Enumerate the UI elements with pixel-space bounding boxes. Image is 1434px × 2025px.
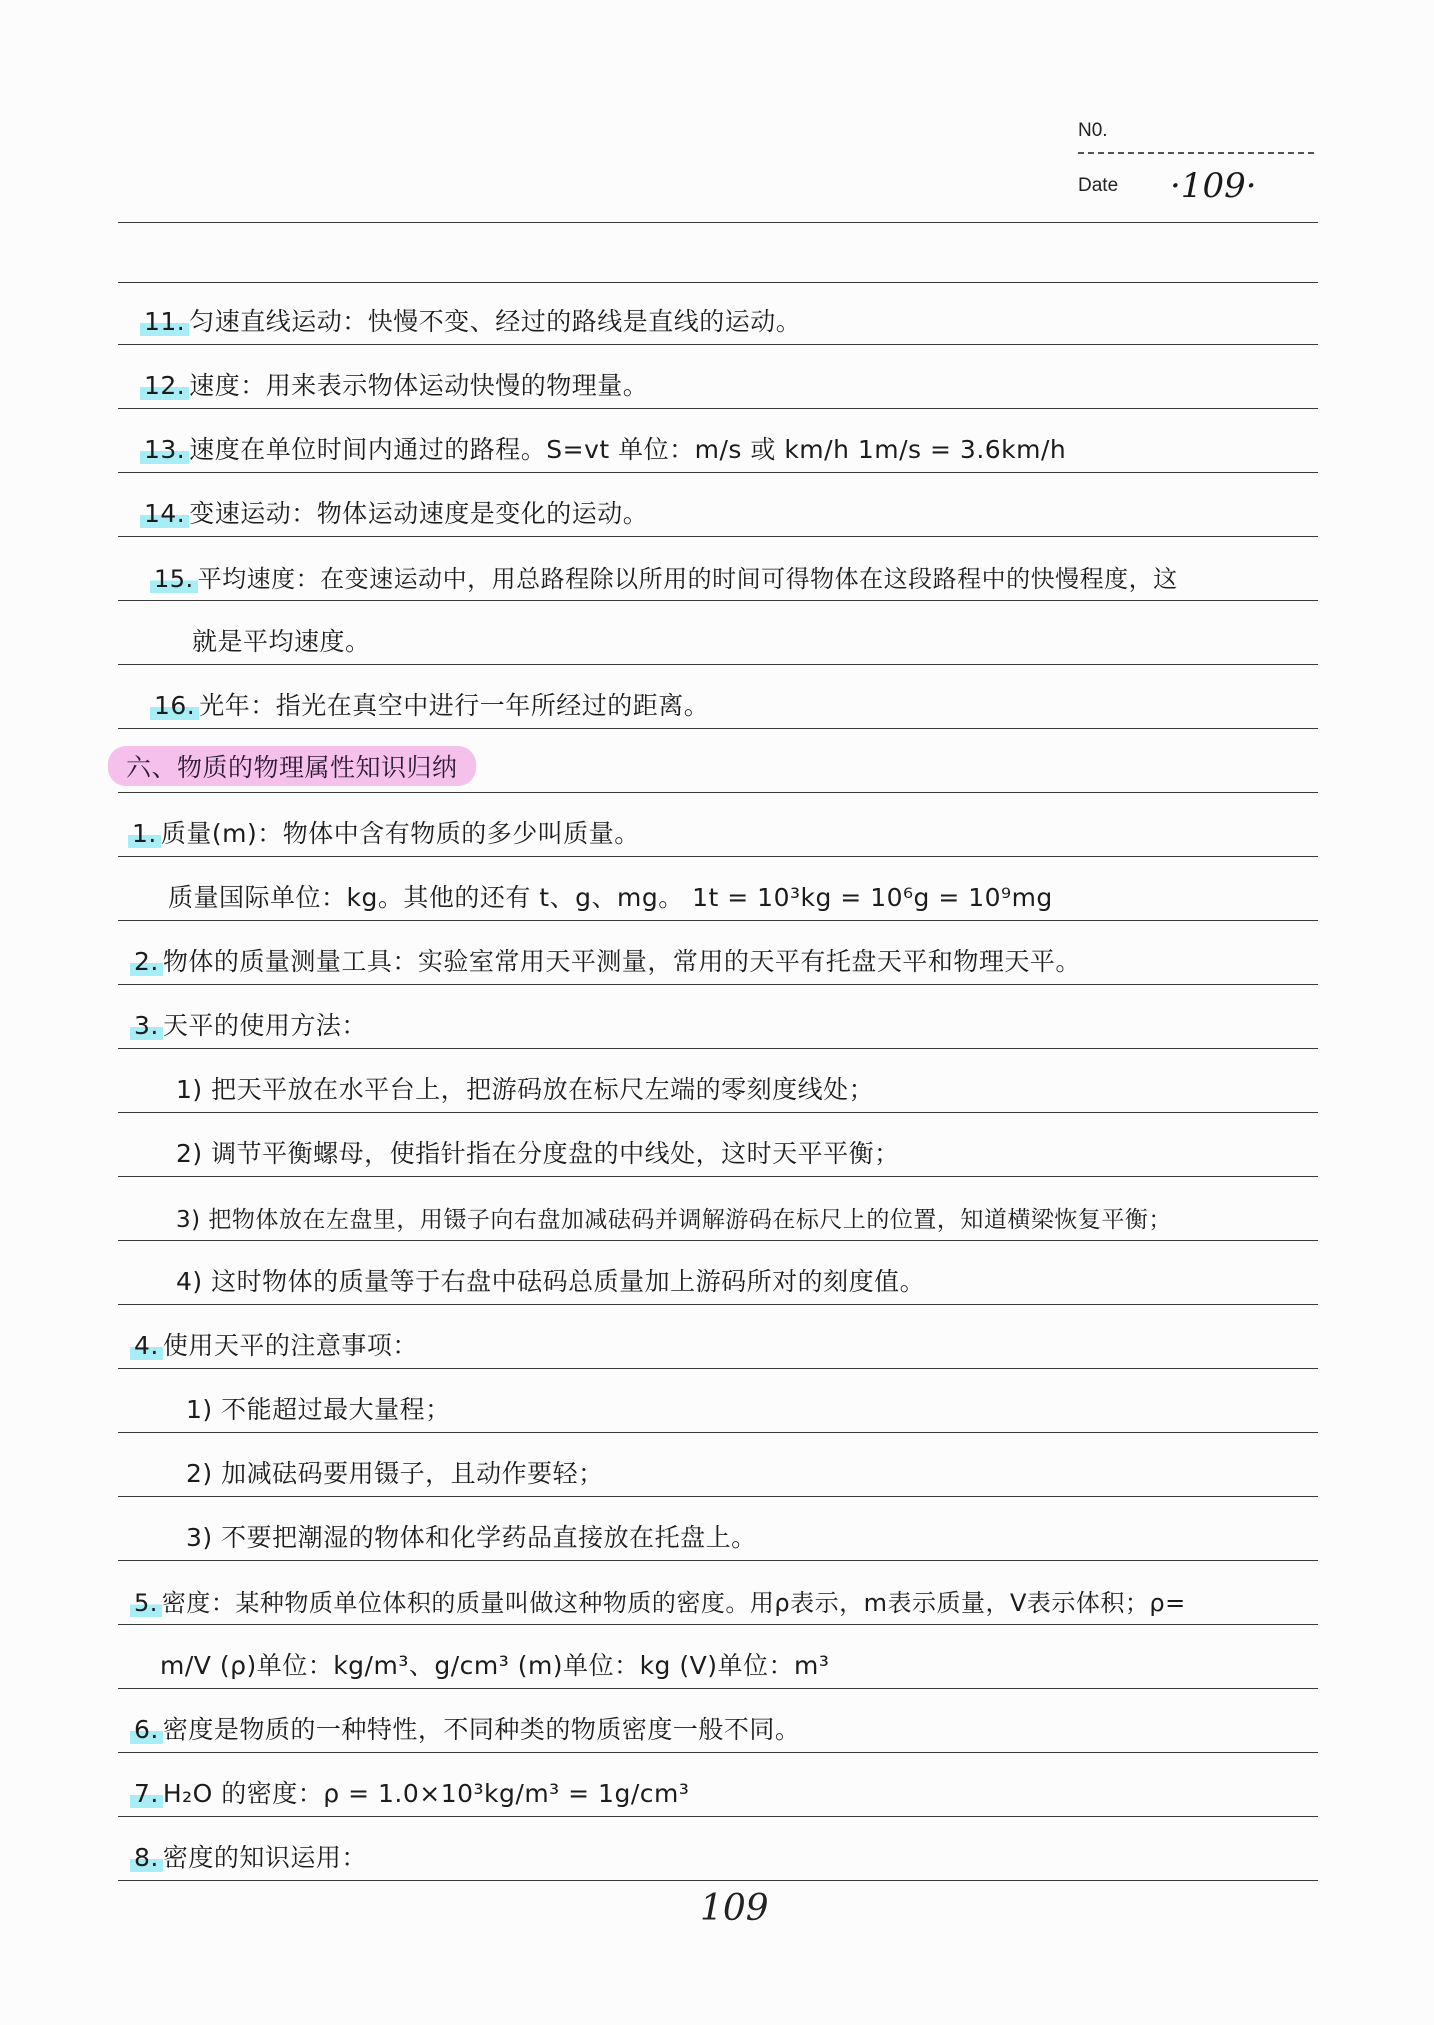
item-number: 1. (128, 819, 161, 848)
note-line (0, 1004, 1434, 1048)
note-line (0, 1708, 1434, 1752)
ruled-line (118, 408, 1318, 409)
item-number: 2. (130, 947, 163, 976)
ruled-line (118, 1560, 1318, 1561)
ruled-line (118, 1176, 1318, 1177)
date-label: Date (1078, 175, 1119, 196)
note-text: 密度：某种物质单位体积的质量叫做这种物质的密度。用ρ表示，m表示质量，V表示体积；ρ= (161, 1589, 1186, 1617)
note-line (0, 1324, 1434, 1368)
item-number: 11. (140, 307, 189, 336)
note-text: 就是平均速度。 (192, 627, 371, 656)
note-text: 2) 加减砝码要用镊子，且动作要轻； (186, 1459, 604, 1488)
note-line (0, 940, 1434, 984)
note-line (0, 812, 1434, 856)
note-text: 1) 把天平放在水平台上，把游码放在标尺左端的零刻度线处； (176, 1075, 875, 1104)
ruled-line (118, 472, 1318, 473)
note-line (0, 1580, 1434, 1624)
number-dashed-line (1078, 152, 1314, 154)
note-line (0, 364, 1434, 408)
section-heading: 六、物质的物理属性知识归纳 (108, 746, 476, 786)
item-number: 14. (140, 499, 189, 528)
ruled-line (118, 1880, 1318, 1881)
note-line (0, 1196, 1434, 1240)
ruled-line (118, 792, 1318, 793)
ruled-line (118, 664, 1318, 665)
note-line (0, 748, 1434, 792)
note-text: 使用天平的注意事项： (162, 1331, 418, 1360)
ruled-line (118, 536, 1318, 537)
note-text: 4) 这时物体的质量等于右盘中砝码总质量加上游码所对的刻度值。 (176, 1267, 926, 1296)
item-number: 16. (150, 691, 199, 720)
note-text: m/V (ρ)单位：kg/m³、g/cm³ (m)单位：kg (V)单位：m³ (160, 1651, 830, 1680)
item-number: 13. (140, 435, 189, 464)
note-text: 3) 不要把潮湿的物体和化学药品直接放在托盘上。 (186, 1523, 757, 1552)
number-label: N0. (1078, 120, 1108, 141)
item-number: 12. (140, 371, 189, 400)
item-number: 15. (150, 565, 198, 593)
page-number: 109 (700, 1888, 769, 1929)
ruled-line (118, 1752, 1318, 1753)
date-value: ·109· (1170, 166, 1257, 206)
ruled-line (118, 1112, 1318, 1113)
ruled-line (118, 1816, 1318, 1817)
note-text: 天平的使用方法： (162, 1011, 367, 1040)
item-number: 6. (130, 1715, 163, 1744)
note-text: 速度在单位时间内通过的路程。S=vt 单位：m/s 或 km/h 1m/s = 3.6km/h (189, 435, 1067, 464)
note-text: 速度：用来表示物体运动快慢的物理量。 (189, 371, 649, 400)
note-text: 质量国际单位：kg。其他的还有 t、g、mg。 1t = 10³kg = 10⁶g = 10⁹mg (168, 883, 1053, 912)
note-text: 密度是物质的一种特性，不同种类的物质密度一般不同。 (162, 1715, 801, 1744)
note-text: 平均速度：在变速运动中，用总路程除以所用的时间可得物体在这段路程中的快慢程度，这 (197, 565, 1178, 593)
note-line (0, 620, 1434, 664)
note-line (0, 1836, 1434, 1880)
ruled-line (118, 728, 1318, 729)
item-number: 8. (130, 1843, 163, 1872)
ruled-line (118, 984, 1318, 985)
note-line (0, 300, 1434, 344)
note-text: 物体的质量测量工具：实验室常用天平测量，常用的天平有托盘天平和物理天平。 (162, 947, 1081, 976)
ruled-line (118, 1624, 1318, 1625)
item-number: 5. (130, 1589, 162, 1617)
ruled-line (118, 1496, 1318, 1497)
note-line (0, 1452, 1434, 1496)
note-text: 匀速直线运动：快慢不变、经过的路线是直线的运动。 (189, 307, 802, 336)
note-text: 3) 把物体放在左盘里，用镊子向右盘加减砝码并调解游码在标尺上的位置，知道横梁恢复平衡； (176, 1207, 1172, 1233)
note-line (0, 492, 1434, 536)
note-line (0, 684, 1434, 728)
ruled-line (118, 856, 1318, 857)
ruled-line (118, 222, 1318, 223)
ruled-line (118, 1048, 1318, 1049)
item-number: 4. (130, 1331, 163, 1360)
note-text: 2) 调节平衡螺母，使指针指在分度盘的中线处，这时天平平衡； (176, 1139, 900, 1168)
item-number: 3. (130, 1011, 163, 1040)
note-line (0, 1068, 1434, 1112)
ruled-line (118, 1304, 1318, 1305)
note-line (0, 1644, 1434, 1688)
note-line (0, 428, 1434, 472)
note-line (0, 1388, 1434, 1432)
note-line (0, 876, 1434, 920)
note-text: 变速运动：物体运动速度是变化的运动。 (189, 499, 649, 528)
ruled-line (118, 344, 1318, 345)
ruled-line (118, 282, 1318, 283)
note-text: 1) 不能超过最大量程； (186, 1395, 451, 1424)
ruled-line (118, 1432, 1318, 1433)
note-line (0, 1260, 1434, 1304)
ruled-line (118, 1688, 1318, 1689)
note-text: 密度的知识运用： (162, 1843, 367, 1872)
note-line (0, 1132, 1434, 1176)
ruled-line (118, 1240, 1318, 1241)
ruled-line (118, 1368, 1318, 1369)
note-text: H₂O 的密度：ρ = 1.0×10³kg/m³ = 1g/cm³ (162, 1779, 690, 1808)
ruled-line (118, 600, 1318, 601)
ruled-line (118, 920, 1318, 921)
item-number: 7. (130, 1779, 163, 1808)
note-text: 光年：指光在真空中进行一年所经过的距离。 (199, 691, 710, 720)
note-line (0, 556, 1434, 600)
note-line (0, 1516, 1434, 1560)
note-line (0, 1772, 1434, 1816)
note-text: 质量(m)：物体中含有物质的多少叫质量。 (160, 819, 640, 848)
